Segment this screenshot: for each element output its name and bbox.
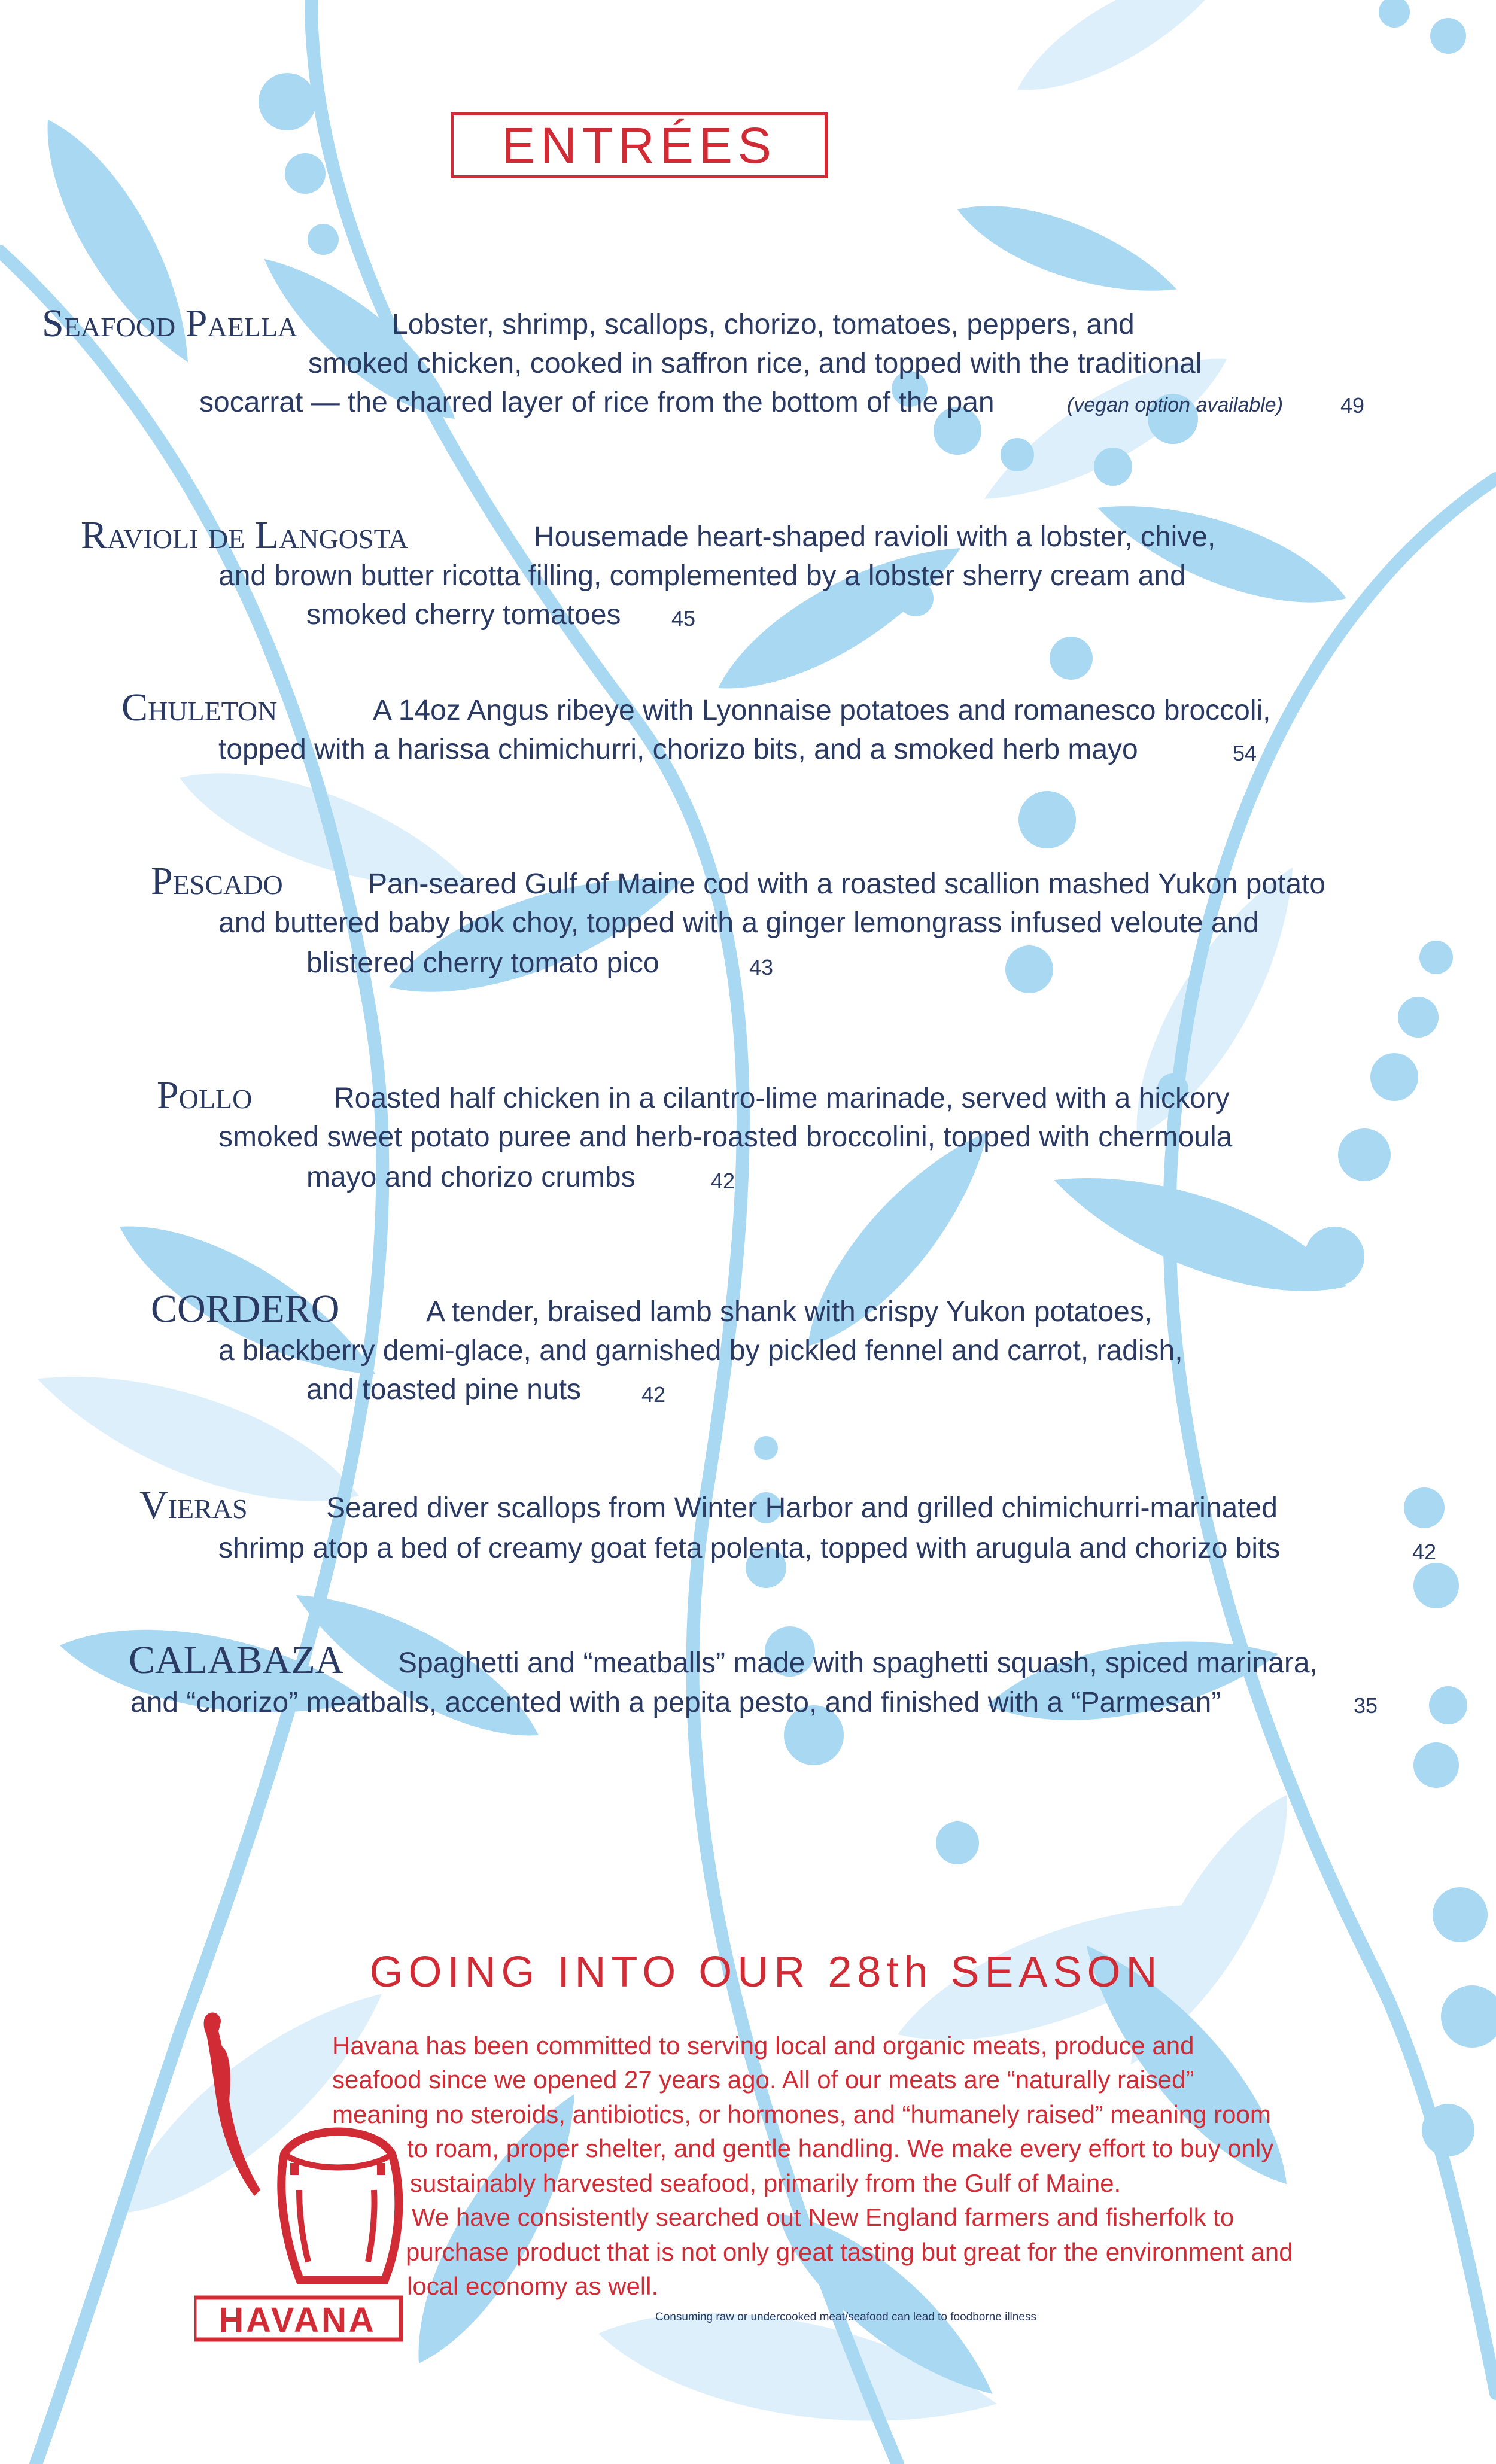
dish-description-line: A tender, braised lamb shank with crispy Yukon potatoes, — [426, 1296, 1153, 1328]
season-text-line: purchase product that is not only great tasting but great for the environment and — [406, 2238, 1293, 2266]
dish-price: 42 — [711, 1169, 735, 1193]
dish-price: 35 — [1354, 1693, 1378, 1718]
dish-price: 54 — [1233, 741, 1257, 765]
dish-note: (vegan option available) — [1067, 394, 1284, 416]
season-text-line: seafood since we opened 27 years ago. All of our meats are “naturally raised” — [332, 2065, 1194, 2094]
dish-name-vieras: Vieras — [139, 1483, 248, 1527]
dish-name-pescado: Pescado — [151, 859, 283, 903]
dish-description-line: Seared diver scallops from Winter Harbor and grilled chimichurri-marinated — [326, 1492, 1278, 1524]
dish-description-line: shrimp atop a bed of creamy goat feta polenta, topped with arugula and chorizo bits — [218, 1532, 1281, 1564]
dish-description-line: Roasted half chicken in a cilantro-lime marinade, served with a hickory — [334, 1082, 1230, 1114]
dish-description-line: smoked cherry tomatoes — [306, 599, 621, 631]
dish-description-line: and buttered baby bok choy, topped with a ginger lemongrass infused veloute and — [218, 907, 1259, 939]
dish-price: 45 — [671, 606, 696, 631]
dish-name-calabaza: CALABAZA — [129, 1638, 344, 1682]
dish-description-line: smoked sweet potato puree and herb-roasted broccolini, topped with chermoula — [218, 1121, 1233, 1153]
section-title: ENTRÉES — [501, 117, 777, 174]
dish-description-line: socarrat — the charred layer of rice from the bottom of the pan — [199, 387, 995, 418]
season-text-line: local economy as well. — [407, 2272, 659, 2300]
dish-name-ravioli-de-langosta: Ravioli de Langosta — [81, 513, 409, 557]
season-text-line: sustainably harvested seafood, primarily from the Gulf of Maine. — [410, 2169, 1121, 2197]
conga-drum-figure-icon — [204, 2012, 260, 2196]
season-text-line: to roam, proper shelter, and gentle handling. We make every effort to buy only — [407, 2134, 1274, 2162]
dish-description-line: Spaghetti and “meatballs” made with spaghetti squash, spiced marinara, — [398, 1647, 1318, 1679]
season-heading: GOING INTO OUR 28th SEASON — [369, 1948, 1163, 1996]
dish-description-line: a blackberry demi-glace, and garnished by pickled fennel and carrot, radish, — [218, 1335, 1183, 1367]
season-text-line: Havana has been committed to serving local and organic meats, produce and — [332, 2031, 1194, 2060]
dish-name-cordero: CORDERO — [151, 1287, 340, 1331]
section-title-box — [451, 112, 828, 178]
dish-name-pollo: Pollo — [157, 1073, 253, 1117]
dish-description-line: and brown butter ricotta filling, complemented by a lobster sherry cream and — [218, 560, 1186, 592]
dish-description-line: and “chorizo” meatballs, accented with a pepita pesto, and finished with a “Parmesan” — [130, 1687, 1221, 1718]
dish-price: 49 — [1340, 393, 1365, 418]
dish-description-line: smoked chicken, cooked in saffron rice, and topped with the traditional — [308, 348, 1202, 379]
dish-description-line: and toasted pine nuts — [306, 1374, 582, 1406]
dish-name-chuleton: Chuleton — [121, 686, 278, 729]
dish-description-line: mayo and chorizo crumbs — [306, 1161, 636, 1193]
logo-text: HAVANA — [218, 2301, 376, 2340]
dish-description-line: A 14oz Angus ribeye with Lyonnaise potatoes and romanesco broccoli, — [373, 695, 1271, 726]
dish-price: 42 — [1412, 1540, 1437, 1564]
season-text-line: We have consistently searched out New England farmers and fisherfolk to — [412, 2203, 1234, 2231]
dish-description-line: Housemade heart-shaped ravioli with a lobster, chive, — [534, 521, 1216, 553]
havana-logo — [194, 2010, 404, 2346]
dish-description-line: Pan-seared Gulf of Maine cod with a roasted scallion mashed Yukon potato — [368, 868, 1326, 900]
dish-price: 42 — [641, 1382, 666, 1407]
dish-price: 43 — [749, 955, 774, 979]
dish-description-line: Lobster, shrimp, scallops, chorizo, tomatoes, peppers, and — [392, 309, 1135, 340]
health-disclaimer: Consuming raw or undercooked meat/seafood can lead to foodborne illness — [655, 2311, 1036, 2323]
dish-description-line: blistered cherry tomato pico — [306, 947, 659, 979]
dish-description-line: topped with a harissa chimichurri, chorizo bits, and a smoked herb mayo — [218, 734, 1138, 765]
dish-name-seafood-paella: Seafood Paella — [42, 302, 298, 345]
season-text-line: meaning no steroids, antibiotics, or hormones, and “humanely raised” meaning room — [332, 2100, 1271, 2128]
